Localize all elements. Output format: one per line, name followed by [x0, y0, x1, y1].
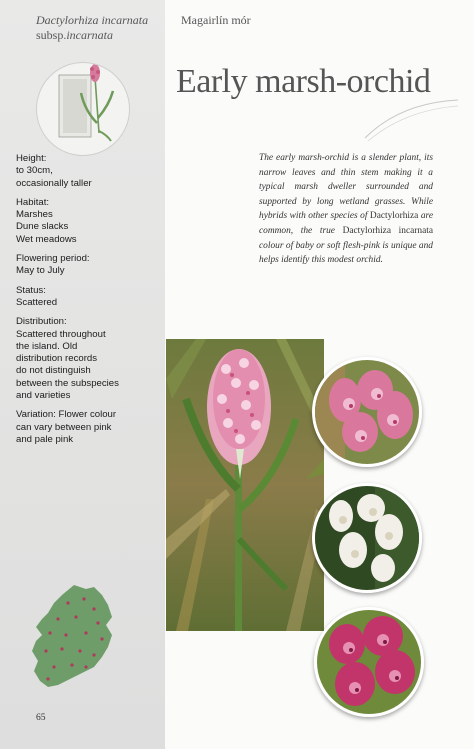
fact-value: to 30cm, occasionally taller — [16, 165, 92, 189]
subspecies-prefix: subsp. — [36, 28, 67, 42]
fact-label: Variation: — [16, 409, 56, 421]
latin-species: Dactylorhiza incarnata — [36, 13, 149, 27]
decorative-swoosh — [360, 98, 460, 143]
fact-variation — [16, 409, 161, 446]
fact-status — [16, 285, 161, 310]
fact-list — [16, 153, 161, 453]
latin-name — [36, 13, 148, 43]
fact-value: May to July — [16, 265, 65, 277]
desc-part-1: The early marsh-orchid is a slender plant, its narrow leaves and thin stem making it a typical marsh dweller surrounded and supported by long wetland grasses. While hybrids with other species of — [259, 153, 433, 222]
fact-value: Flower colour can vary between pink and pale pink — [16, 409, 117, 445]
species-description — [259, 151, 433, 268]
fact-flowering — [16, 253, 161, 278]
desc-genus-1: Dactylorhiza — [369, 211, 419, 222]
desc-genus-2: Dactylorhiza incarnata — [342, 225, 433, 236]
fact-value: Marshes Dune slacks Wet meadows — [16, 209, 77, 245]
fact-label: Height: — [16, 153, 47, 164]
page-number: 65 — [36, 712, 46, 723]
fact-value: Scattered — [16, 296, 58, 308]
main-orchid-photo — [166, 339, 324, 631]
closeup-photo-white — [312, 483, 422, 593]
desc-part-2: are common, the true — [259, 211, 433, 236]
fact-label: Flowering period: — [16, 253, 90, 265]
page-title: Early marsh-orchid — [176, 63, 431, 100]
ireland-distribution-map — [28, 583, 120, 693]
latin-subspecies — [36, 28, 148, 43]
fact-distribution — [16, 316, 161, 402]
fact-habitat — [16, 197, 161, 246]
orchid-sketch-icon — [36, 62, 130, 156]
fact-label: Status: — [16, 284, 46, 296]
closeup-photo-magenta — [314, 607, 424, 717]
fact-height — [16, 153, 161, 190]
closeup-photo-pink — [312, 357, 422, 467]
desc-part-3: colour of baby or soft flesh-pink is unique and helps identify this modest orchid. — [259, 240, 433, 266]
subspecies-name: incarnata — [66, 28, 114, 42]
irish-name: Magairlín mór — [181, 13, 251, 27]
fact-label: Habitat: — [16, 196, 50, 208]
fact-value: Scattered throughout the island. Old distribution records do not distinguish between the subspecies and varieties — [16, 328, 119, 402]
fact-label: Distribution: — [16, 316, 67, 328]
